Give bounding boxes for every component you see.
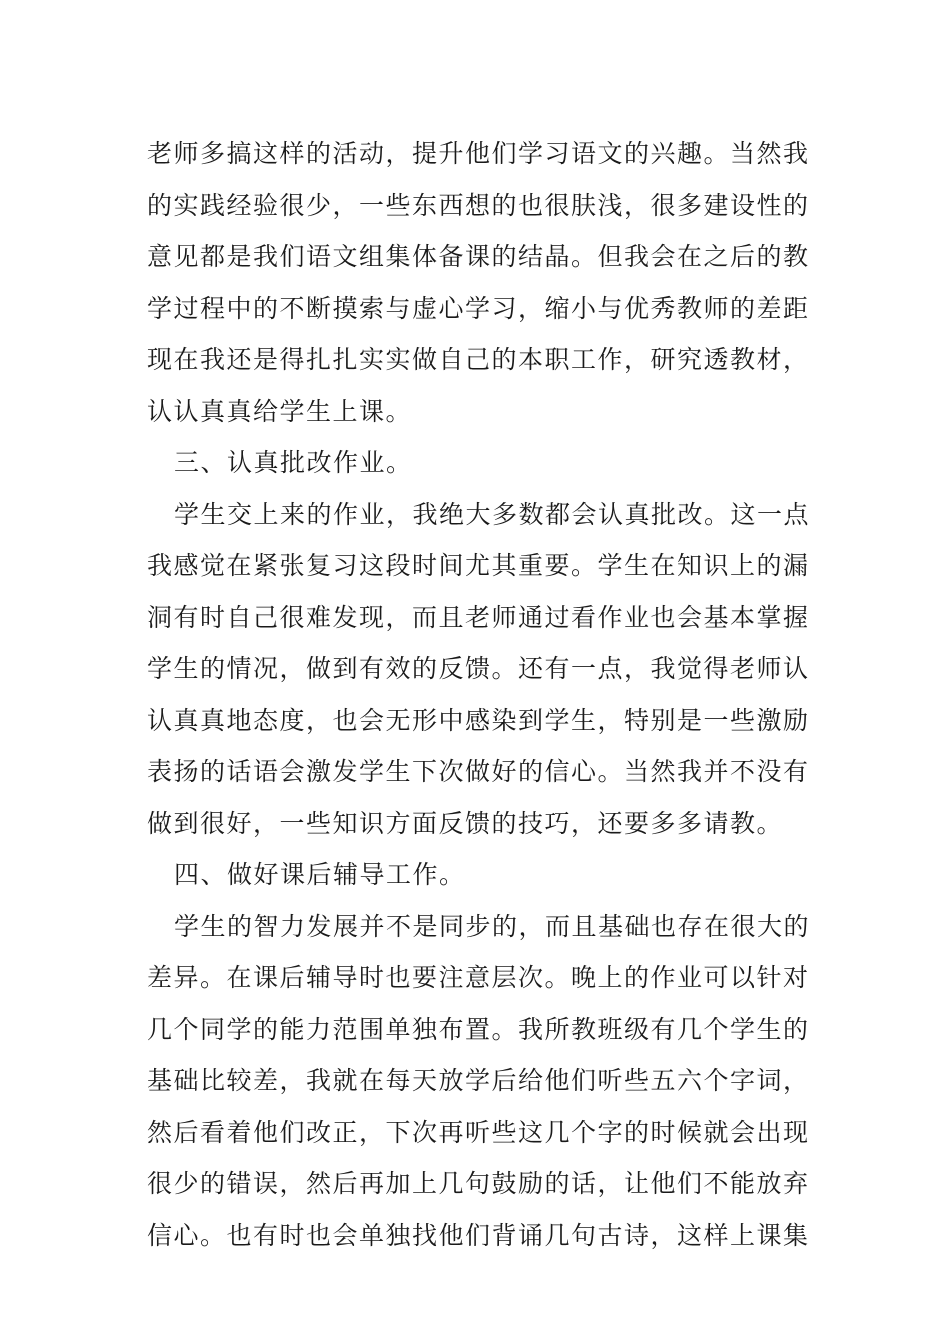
- paragraph-line: 现在我还是得扎扎实实做自己的本职工作，研究透教材，: [147, 345, 810, 374]
- paragraph-line: 我感觉在紧张复习这段时间尤其重要。学生在知识上的漏: [147, 551, 810, 580]
- paragraph-line: 学生交上来的作业，我绝大多数都会认真批改。这一点: [174, 499, 811, 529]
- section-heading: 三、认真批改作业。: [174, 448, 413, 477]
- paragraph-line: 然后看着他们改正，下次再听些这几个字的时候就会出现: [147, 1117, 810, 1147]
- paragraph-line: 基础比较差，我就在每天放学后给他们听些五六个字词，: [147, 1066, 810, 1095]
- paragraph-line: 表扬的话语会激发学生下次做好的信心。当然我并不没有: [147, 757, 810, 786]
- paragraph-line: 学过程中的不断摸索与虚心学习，缩小与优秀教师的差距: [147, 293, 810, 323]
- paragraph-line: 意见都是我们语文组集体备课的结晶。但我会在之后的教: [147, 242, 810, 271]
- paragraph-line: 几个同学的能力范围单独布置。我所教班级有几个学生的: [147, 1014, 810, 1044]
- paragraph-line: 洞有时自己很难发现，而且老师通过看作业也会基本掌握: [147, 602, 810, 632]
- paragraph-line: 信心。也有时也会单独找他们背诵几句古诗，这样上课集: [147, 1220, 810, 1250]
- paragraph-line: 差异。在课后辅导时也要注意层次。晚上的作业可以针对: [147, 963, 810, 992]
- paragraph-line: 认真真地态度，也会无形中感染到学生，特别是一些激励: [147, 705, 810, 735]
- paragraph-line: 的实践经验很少，一些东西想的也很肤浅，很多建设性的: [147, 190, 810, 220]
- paragraph-line: 老师多搞这样的活动，提升他们学习语文的兴趣。当然我: [147, 139, 810, 168]
- paragraph-line: 很少的错误，然后再加上几句鼓励的话，让他们不能放弃: [147, 1169, 810, 1198]
- document-body: [147, 128, 811, 1261]
- paragraph-line: 认认真真给学生上课。: [147, 396, 413, 426]
- paragraph-line: 做到很好，一些知识方面反馈的技巧，还要多多请教。: [147, 808, 784, 838]
- paragraph-line: 学生的智力发展并不是同步的，而且基础也存在很大的: [174, 911, 811, 941]
- paragraph-line: 学生的情况，做到有效的反馈。还有一点，我觉得老师认: [147, 654, 810, 683]
- section-heading: 四、做好课后辅导工作。: [174, 860, 466, 889]
